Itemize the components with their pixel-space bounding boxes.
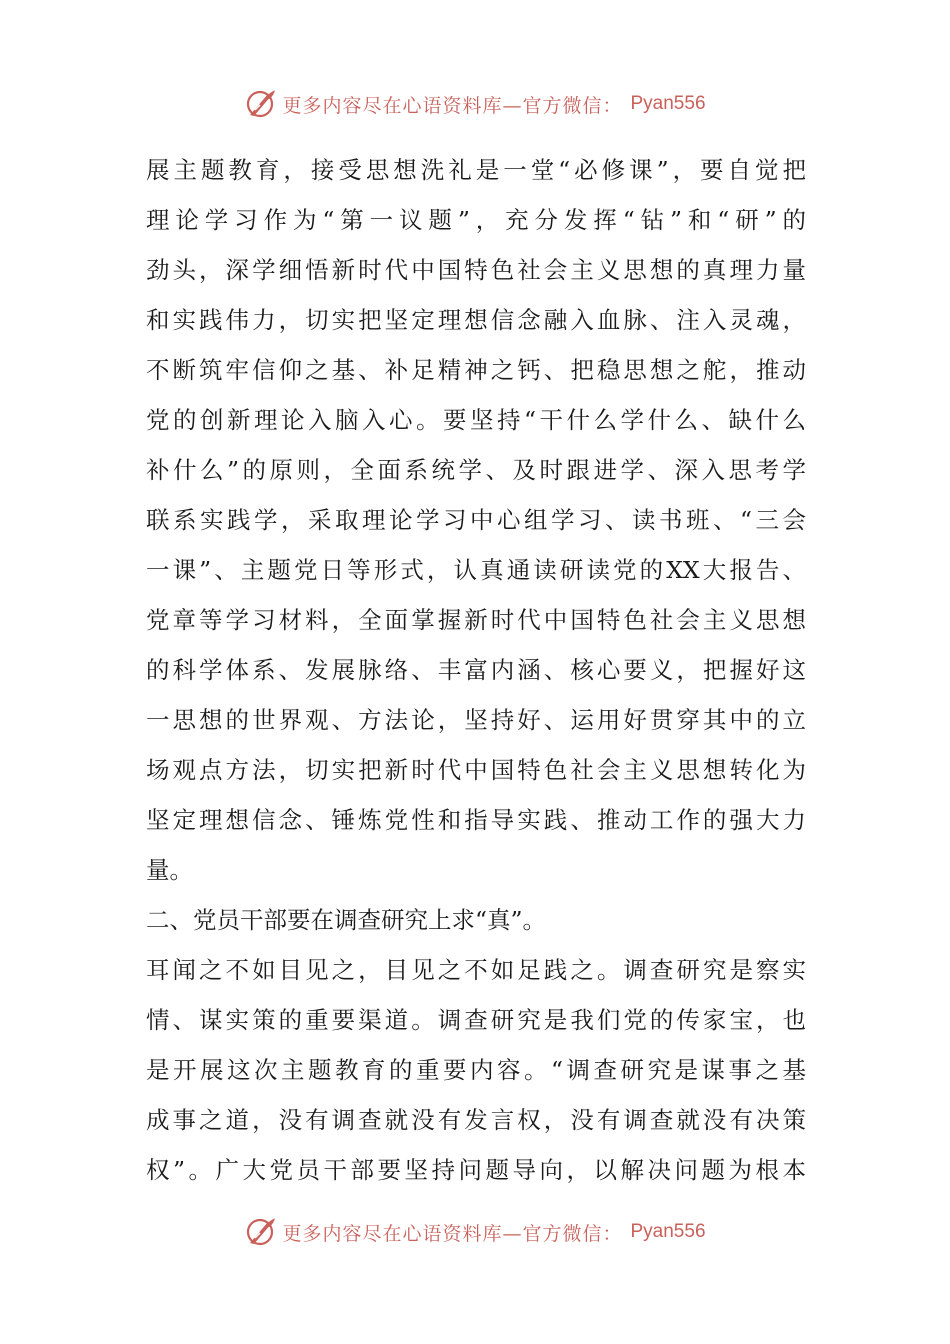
body-line: 劲头，深学细悟新时代中国特色社会主义思想的真理力量: [146, 256, 806, 284]
footer-watermark: [0, 1212, 950, 1252]
body-line: 耳闻之不如目见之，目见之不如足践之。调查研究是察实: [146, 956, 806, 984]
watermark-text: 更多内容尽在心语资料库—官方微信：: [282, 94, 623, 117]
body-line: 和实践伟力，切实把坚定理想信念融入血脉、注入灵魂，: [146, 306, 806, 334]
body-line: 党章等学习材料，全面掌握新时代中国特色社会主义思想: [146, 606, 806, 634]
body-line: 一思想的世界观、方法论，坚持好、运用好贯穿其中的立: [146, 706, 806, 734]
body-line: 场观点方法，切实把新时代中国特色社会主义思想转化为: [146, 756, 806, 784]
watermark-wechat-id: Pyan556: [630, 1221, 706, 1242]
body-line: 一课”、主题党日等形式，认真通读研读党的XX大报告、: [146, 556, 806, 584]
header-watermark: [0, 84, 950, 124]
body-line: 党的创新理论入脑入心。要坚持“干什么学什么、缺什么: [146, 406, 806, 434]
watermark-wechat-id: Pyan556: [630, 93, 706, 114]
body-line: 联系实践学，采取理论学习中心组学习、读书班、“三会: [146, 506, 806, 534]
section-heading: 二、党员干部要在调查研究上求“真”。: [146, 906, 547, 934]
body-line: 的科学体系、发展脉络、丰富内涵、核心要义，把握好这: [146, 656, 806, 684]
body-line: 是开展这次主题教育的重要内容。“调查研究是谋事之基: [146, 1056, 806, 1084]
watermark-text: 更多内容尽在心语资料库—官方微信：: [282, 1222, 623, 1245]
body-line: 量。: [146, 856, 193, 884]
body-line: 成事之道，没有调查就没有发言权，没有调查就没有决策: [146, 1106, 806, 1134]
body-line: 情、谋实策的重要渠道。调查研究是我们党的传家宝，也: [146, 1006, 806, 1034]
body-line: 坚定理想信念、锤炼党性和指导实践、推动工作的强大力: [146, 806, 806, 834]
body-line: 展主题教育，接受思想洗礼是一堂“必修课”，要自觉把: [146, 156, 806, 184]
body-line: 不断筑牢信仰之基、补足精神之钙、把稳思想之舵，推动: [146, 356, 806, 384]
document-body: [146, 145, 806, 1195]
body-line: 补什么”的原则，全面系统学、及时跟进学、深入思考学: [146, 456, 806, 484]
body-line: 权”。广大党员干部要坚持问题导向，以解决问题为根本: [146, 1156, 806, 1184]
quill-pen-logo-icon: [244, 1216, 276, 1248]
quill-pen-logo-icon: [244, 88, 276, 120]
body-line: 理论学习作为“第一议题”，充分发挥“钻”和“研”的: [146, 206, 806, 234]
